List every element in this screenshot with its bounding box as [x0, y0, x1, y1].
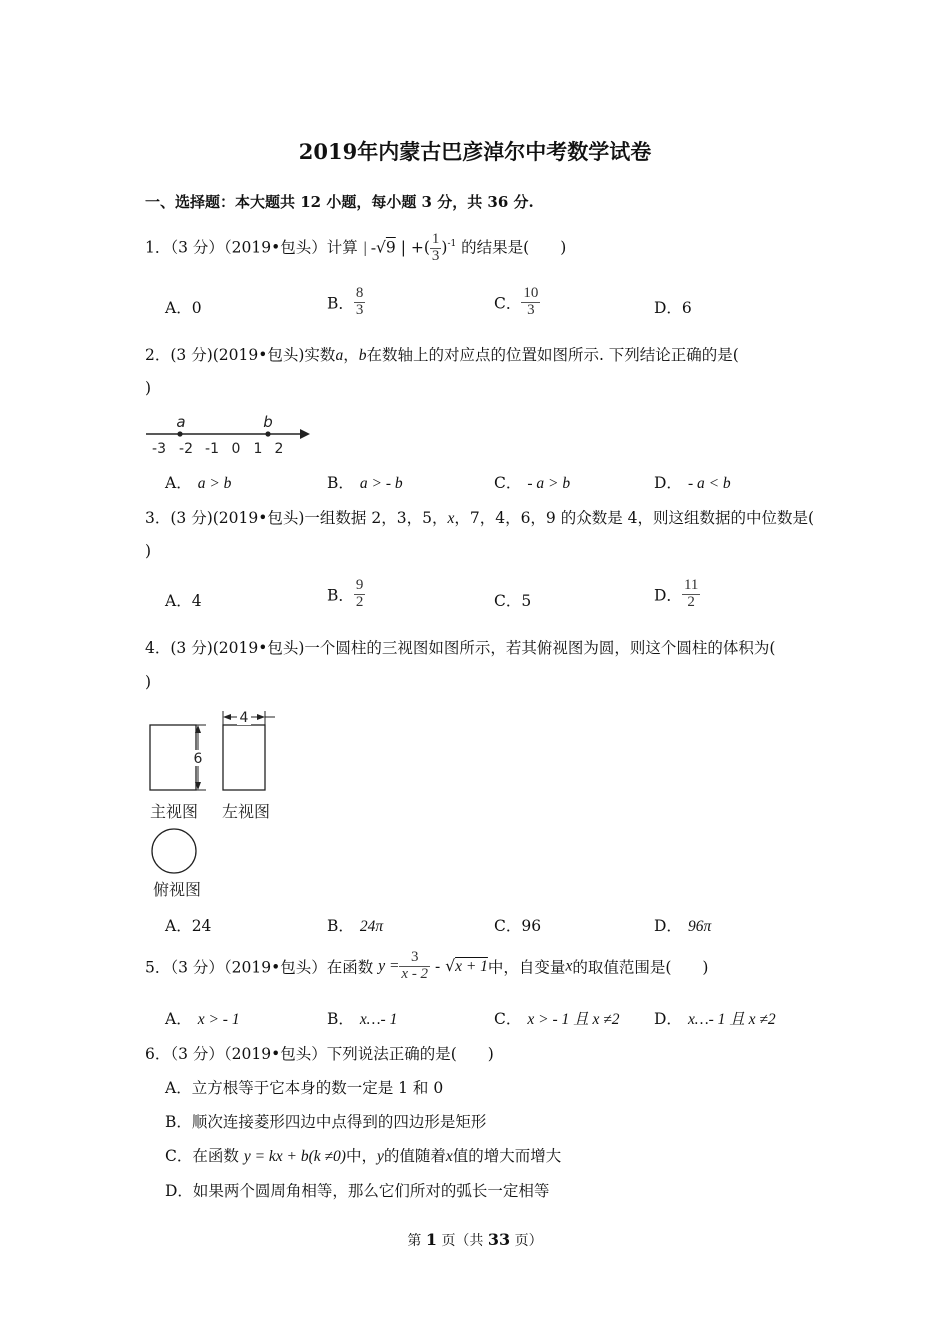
q1-paren-close: ) [441, 238, 448, 257]
q3-option-c: C．5 [494, 592, 532, 610]
q3-option-b [327, 578, 365, 611]
q4-front-view-label: 主视图 [149, 802, 199, 821]
q2-d-expr: - a < b [687, 475, 731, 492]
q4-b-expr: 24π [359, 918, 384, 935]
q4-b-label: B． [327, 917, 354, 935]
q3-b-den: 2 [355, 593, 364, 610]
q6-option-d: D．如果两个圆周角相等，那么它们所对的弧长一定相等 [165, 1182, 550, 1200]
q3-b-label: B． [327, 586, 354, 605]
page-footer [0, 1230, 950, 1250]
q2-option-c [494, 471, 570, 493]
q2-axis-arrow-icon [300, 429, 310, 439]
q5-frac-den: x - 2 [401, 965, 429, 982]
q4-top-view-circle [152, 829, 196, 873]
q3-option-a: A．4 [165, 592, 202, 610]
q2-option-b [327, 471, 403, 493]
question-4: 4．(3 分)(2019•包头)一个圆柱的三视图如图所示，若其俯视图为圆，则这个圆柱的体积为( [145, 639, 776, 657]
q4-arrow-right-icon [257, 714, 265, 720]
q5-fraction [399, 950, 430, 983]
q5-a-label: A． [165, 1010, 192, 1028]
q5-d-expr: x…- 1 且 x ≠2 [687, 1011, 776, 1028]
q3-option-d [654, 578, 700, 611]
q4-d-expr: 96π [687, 918, 712, 935]
q1-b-num: 8 [355, 285, 364, 301]
q4-left-view-rect [223, 725, 265, 790]
q3-line2: ) [145, 542, 152, 560]
q5-minus: - [435, 957, 441, 976]
q5-c-label: C． [494, 1010, 522, 1028]
q1-sqrt-radicand: 9 [385, 238, 396, 257]
footer-page-number: 1 [425, 1230, 437, 1249]
q5-b-label: B． [327, 1010, 354, 1028]
q2-tick-label: 2 [274, 441, 284, 457]
footer-suffix: 页） [514, 1233, 543, 1249]
q2-point-b-label: b [263, 413, 273, 431]
q2-c-expr: - a > b [527, 475, 571, 492]
q5-sqrt: √x + 1 [445, 956, 488, 975]
q6-c-mid2: 的值随着 [383, 1147, 446, 1165]
q3-d-den: 2 [687, 593, 695, 610]
q4-arrow-left-icon [223, 714, 231, 720]
q5-var-x: x [565, 957, 573, 975]
q3-option-d-frac [682, 578, 700, 611]
q1-option-d: D．6 [654, 299, 692, 317]
q6-c-suffix: 值的增大而增大 [452, 1147, 562, 1165]
q1-option-c [494, 286, 540, 319]
q4-line2: ) [145, 673, 152, 691]
q2-b-label: B． [327, 474, 354, 492]
q4-front-view-rect [150, 725, 196, 790]
q1-c-den: 3 [527, 301, 535, 318]
q2-option-d [654, 471, 731, 493]
q4-option-c: C．96 [494, 917, 542, 935]
q6-c-var-x: x [445, 1148, 453, 1165]
q1-option-c-frac [521, 286, 540, 319]
q2-tick-label: -1 [205, 441, 219, 457]
q3-line1a: 3．(3 分)(2019•包头)一组数据 2，3，5， [145, 509, 448, 527]
q1-frac-den: 3 [431, 247, 440, 264]
q5-c-expr: x > - 1 且 x ≠2 [527, 1011, 620, 1028]
q3-var-x: x [447, 510, 455, 527]
footer-mid: 页（共 [441, 1233, 484, 1249]
q6-c-prefix: C．在函数 [165, 1147, 239, 1165]
q3-d-num: 11 [683, 577, 699, 593]
q5-d-label: D． [654, 1010, 682, 1028]
q4-dim-width: 4 [239, 710, 249, 726]
q2-option-a [165, 471, 231, 493]
q4-option-a: A．24 [165, 917, 212, 935]
q5-sqrt-radicand: x + 1 [455, 957, 488, 975]
q4-top-view-label: 俯视图 [152, 880, 202, 899]
q6-option-c [165, 1144, 561, 1166]
q2-var-b: b [358, 347, 367, 364]
q3-line1b: ，7，4，6，9 的众数是 4，则这组数据的中位数是( [454, 509, 815, 527]
footer-prefix: 第 [407, 1233, 422, 1249]
q2-tick-label: -3 [152, 441, 166, 457]
q4-d-label: D． [654, 917, 682, 935]
q5-mid: 中，自变量 [487, 958, 566, 977]
q2-a-label: A． [165, 474, 192, 492]
q2-tick-label: 0 [231, 441, 241, 457]
q2-d-label: D． [654, 474, 682, 492]
q1-fraction [430, 232, 442, 265]
q1-prefix: 1．（3 分）（2019•包头）计算 [145, 238, 358, 257]
q4-option-b [327, 914, 383, 936]
q4-option-d [654, 914, 711, 936]
q5-option-d [654, 1007, 776, 1029]
q5-prefix: 5．（3 分）（2019•包头）在函数 [145, 958, 374, 977]
q5-suffix: 的取值范围是( ) [572, 958, 709, 977]
footer-total-pages: 33 [487, 1230, 511, 1249]
q2-point-a [177, 431, 182, 436]
q2-c-label: C． [494, 474, 522, 492]
q1-b-den: 3 [355, 301, 364, 318]
q2-number-line [140, 408, 320, 460]
q6-option-b: B．顺次连接菱形四边中点得到的四边形是矩形 [165, 1113, 487, 1131]
question-6: 6．（3 分）（2019•包头）下列说法正确的是( ) [145, 1045, 494, 1063]
q1-option-a: A．0 [165, 299, 202, 317]
q4-dim-height: 6 [193, 751, 203, 767]
q2-line1-rest: 在数轴上的对应点的位置如图所示. 下列结论正确的是( [366, 346, 739, 364]
q1-abs-close: | +( [400, 238, 430, 257]
q1-sqrt: √9 [376, 238, 396, 257]
q2-point-b [265, 431, 270, 436]
q2-a-expr: a > b [197, 475, 232, 492]
q5-a-expr: x > - 1 [197, 1011, 240, 1028]
q2-b-expr: a > - b [359, 475, 403, 492]
question-2 [145, 343, 739, 365]
q1-option-b [327, 286, 365, 319]
q2-var-a: a [335, 347, 344, 364]
q4-left-view-label: 左视图 [221, 802, 271, 821]
q5-option-a [165, 1007, 240, 1029]
q2-line1-prefix: 2．(3 分)(2019•包头)实数 [145, 346, 336, 364]
q5-option-b [327, 1007, 397, 1029]
question-3 [145, 506, 814, 528]
q2-tick-label: -2 [179, 441, 193, 457]
q1-c-num: 10 [523, 285, 539, 301]
q6-c-mid: 中， [345, 1147, 377, 1165]
q2-point-a-label: a [176, 413, 186, 431]
q2-tick-label: 1 [253, 441, 263, 457]
q1-suffix: 的结果是( ) [461, 238, 567, 257]
q3-option-b-frac [354, 578, 366, 611]
q6-c-expr: y = kx + b(k ≠0) [243, 1148, 346, 1165]
q5-frac-num: 3 [399, 950, 430, 967]
question-1 [145, 232, 566, 265]
q1-option-b-label: B． [327, 294, 354, 313]
q6-c-var-y: y [376, 1148, 384, 1165]
q5-y-eq: y = [378, 957, 400, 975]
q3-b-num: 9 [355, 577, 364, 593]
q1-exponent: -1 [447, 239, 457, 250]
q4-three-view-figure [140, 703, 290, 903]
q6-option-a: A．立方根等于它本身的数一定是 1 和 0 [165, 1079, 444, 1097]
section-heading: 一、选择题：本大题共 12 小题，每小题 3 分，共 36 分. [145, 193, 534, 211]
q1-option-c-label: C． [494, 294, 522, 313]
question-5 [145, 950, 708, 983]
q3-d-label: D． [654, 586, 682, 605]
q2-sep: ， [343, 346, 359, 364]
q1-frac-num: 1 [431, 231, 440, 247]
page-title: 2019年内蒙古巴彦淖尔中考数学试卷 [298, 139, 652, 164]
q5-b-expr: x…- 1 [359, 1011, 398, 1028]
q5-option-c [494, 1007, 620, 1029]
q1-option-b-frac [354, 286, 366, 319]
q2-line2: ) [145, 379, 152, 397]
q1-abs-open: | - [362, 239, 376, 257]
